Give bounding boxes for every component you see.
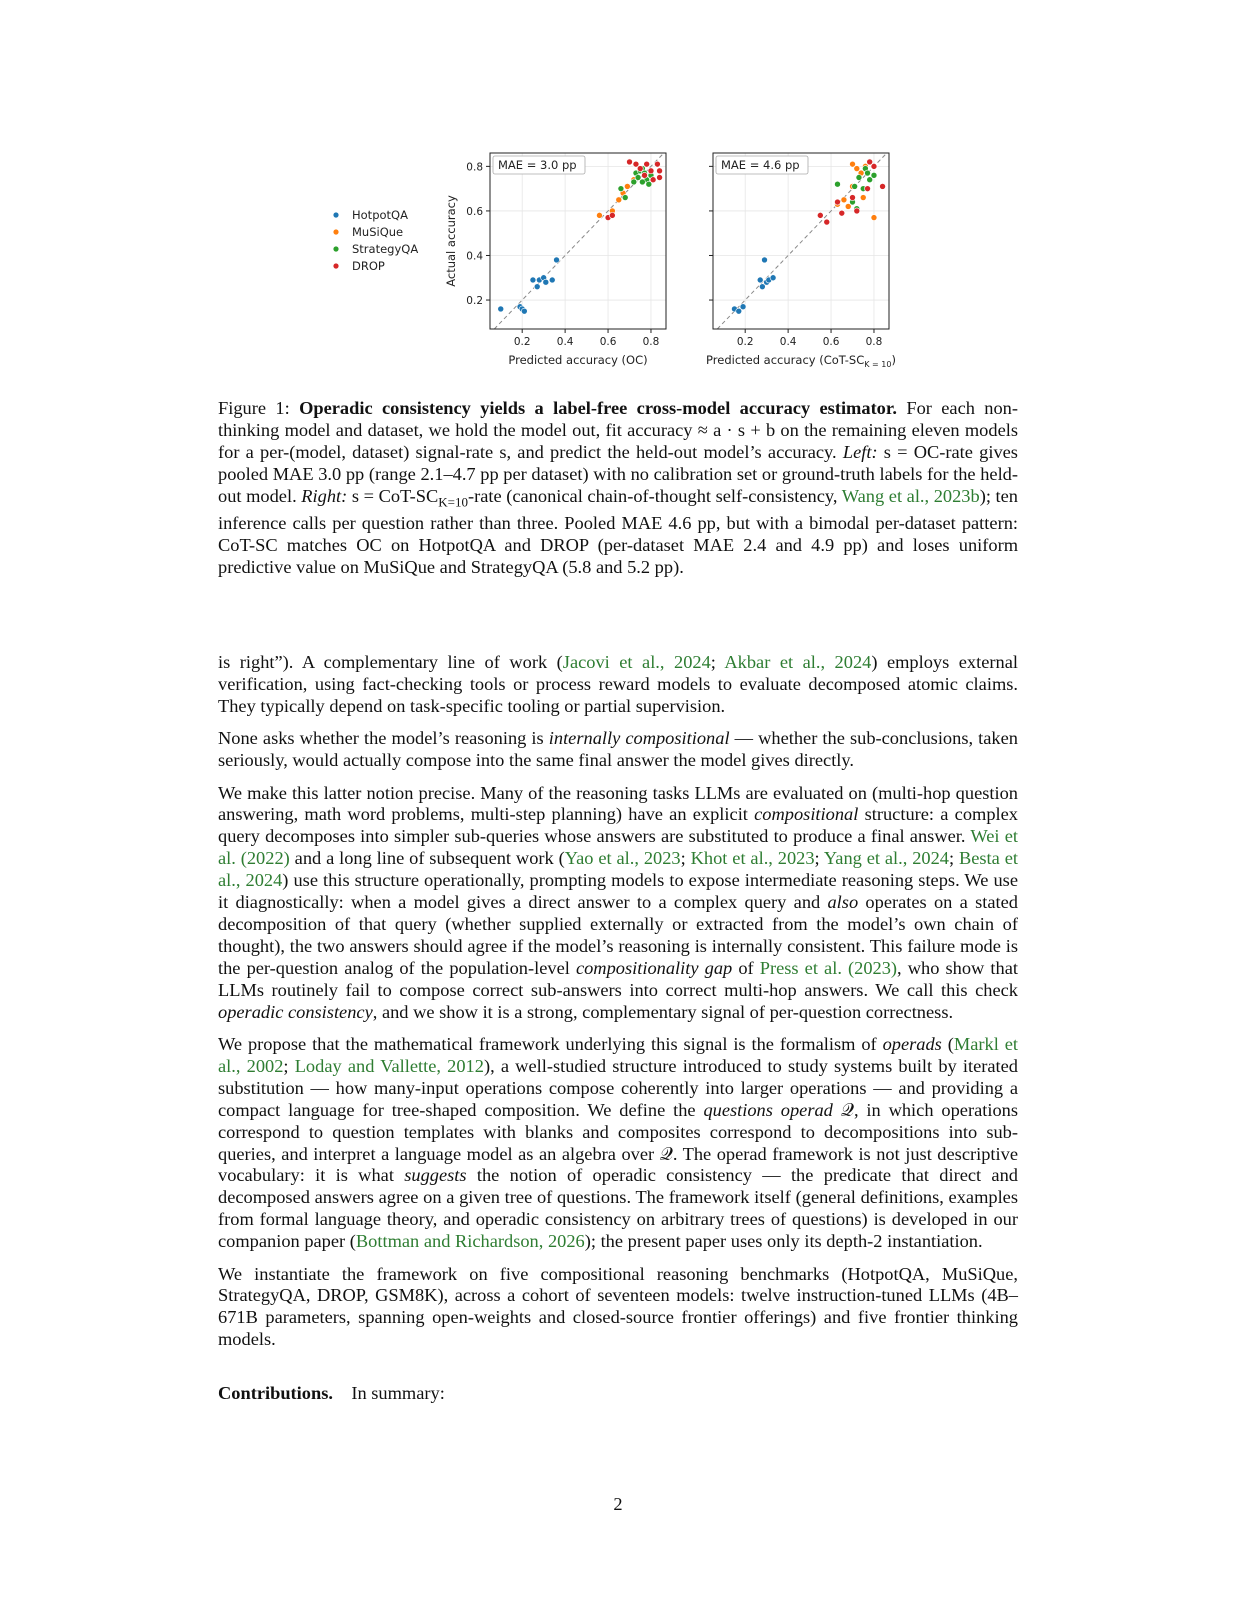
legend — [333, 208, 418, 273]
data-point-hotpotqa — [534, 284, 540, 290]
text: We make this latter notion precise. Many of the reasoning tasks LLMs are evaluated on (multi-hop question answering, math word problems, multi-step planning) have an explicit — [218, 782, 1018, 825]
citation-khot-2023[interactable]: Khot et al., 2023 — [690, 848, 815, 869]
xlabel-right — [706, 353, 896, 369]
x-tick-label: 0.8 — [865, 336, 883, 348]
citation-jacovi-2024[interactable]: Jacovi et al., 2024 — [562, 652, 711, 672]
citation-bottman-2026[interactable]: Bottman and Richardson, 2026 — [355, 1231, 585, 1252]
paragraph-5: We instantiate the framework on five compositional reasoning benchmarks (HotpotQA, MuSiQue, StrategyQA, DROP, GSM8K), across a cohort of seventeen models: twelve instruction-tuned LLMs (4B–671B parameters, spanning open-weights and closed-source frontier offerings) and five frontier thinking models. — [218, 1263, 1018, 1350]
caption-right-label: Right: — [301, 485, 348, 506]
text: ; — [948, 848, 959, 869]
emphasis: operadic consistency — [218, 1001, 373, 1022]
text: and a long line of subsequent work ( — [289, 848, 565, 869]
data-point-drop — [642, 172, 648, 178]
data-point-hotpotqa — [762, 257, 768, 263]
x-tick-label: 0.2 — [513, 336, 531, 348]
citation-loday-2012[interactable]: Loday and Vallette, 2012 — [294, 1055, 484, 1076]
data-point-strategyqa — [834, 181, 840, 187]
x-tick-label: 0.2 — [736, 336, 754, 348]
emphasis: also — [827, 892, 859, 913]
y-tick-label: 0.6 — [466, 205, 483, 218]
data-point-musique — [860, 195, 866, 201]
text: the notion of operadic consistency — the predicate that direct and decomposed answers agree on a given tree of questions. The framework itself (general definitions, examples from formal language theory, and operadic consistency on arbitrary trees of questions) is developed in our companion paper ( — [218, 1165, 1018, 1252]
data-point-strategyqa — [639, 179, 645, 185]
emphasis: suggests — [404, 1165, 467, 1186]
caption-title: Operadic consistency yields a label-free cross-model accuracy estimator. — [299, 398, 897, 418]
x-tick-label: 0.6 — [599, 336, 617, 348]
data-point-hotpotqa — [757, 277, 763, 283]
text: ; — [710, 652, 725, 672]
legend-marker-hotpotqa — [333, 212, 338, 217]
caption-text-3-sub: K=10 — [438, 494, 468, 510]
contributions-text: In summary: — [351, 1383, 445, 1404]
data-point-hotpotqa — [521, 308, 527, 314]
text: ) employs external verification, using fact-checking tools or process reward models to evaluate decomposed atomic claims. They typically depend on task-specific tooling or partial supervision. — [218, 652, 1018, 716]
text: None asks whether the model’s reasoning is — [218, 728, 549, 749]
data-point-drop — [871, 163, 877, 169]
data-point-drop — [657, 175, 663, 181]
paragraph-3 — [218, 783, 1018, 1024]
data-point-hotpotqa — [554, 257, 560, 263]
data-point-hotpotqa — [740, 304, 746, 310]
text: We propose that the mathematical framework underlying this signal is the formalism of — [218, 1034, 883, 1054]
text: 𝒬, in which operations correspond to question templates with blanks and composites correspond to decompositions into sub-queries, and interpret a language model as an algebra over 𝒬. The operad framework is not just descriptive vocabulary: it is what — [218, 1099, 1018, 1186]
paragraph-4 — [218, 1034, 1018, 1253]
text: of — [732, 957, 760, 978]
data-point-drop — [817, 212, 823, 218]
data-point-hotpotqa — [543, 279, 549, 285]
figure-1 — [320, 145, 920, 375]
caption-text-4: ); ten inference calls per question rather than three. Pooled MAE 4.6 pp, but with a bimodal per-dataset pattern: CoT-SC matches OC on HotpotQA and DROP (per-dataset MAE 2.4 and 4.9 pp) and loses uniform predictive value on MuSiQue and StrategyQA (5.8 and 5.2 pp). — [218, 485, 1019, 578]
text: ; — [680, 848, 691, 869]
ticks-left — [466, 161, 659, 348]
figure-caption — [218, 398, 1018, 579]
body-text — [218, 652, 1018, 1416]
text: ) use this structure operationally, prompting models to expose intermediate reasoning steps. We use it diagnostically: when a model gives a direct answer to a complex query and — [218, 870, 1018, 913]
text: , and we show it is a strong, complementary signal of per-question correctness. — [372, 1001, 954, 1022]
x-tick-label: 0.4 — [556, 336, 574, 348]
emphasis: compositionality gap — [575, 957, 733, 978]
caption-text-2: s = OC-rate gives pooled MAE 3.0 pp (range 2.1–4.7 pp per dataset) with no calibration set or ground-truth labels for the held-out model. — [218, 441, 1018, 506]
data-point-drop — [654, 161, 660, 167]
citation-press-2023[interactable]: Press et al. (2023) — [759, 957, 898, 978]
text: ; — [283, 1055, 295, 1076]
legend-label-hotpotqa: HotpotQA — [352, 208, 408, 222]
citation-wang-2023b[interactable]: Wang et al., 2023b — [841, 485, 980, 506]
data-point-strategyqa — [622, 195, 628, 201]
points-right — [731, 159, 885, 314]
ylabel-left: Actual accuracy — [444, 195, 458, 287]
data-point-drop — [865, 186, 871, 192]
emphasis: internally compositional — [548, 728, 730, 749]
data-point-drop — [854, 208, 860, 214]
paragraph-2 — [218, 728, 1018, 772]
data-point-strategyqa — [852, 183, 858, 189]
caption-text-3a: s = CoT-SC — [351, 485, 439, 506]
legend-label-drop: DROP — [352, 259, 385, 273]
data-point-drop — [834, 199, 840, 205]
emphasis: questions operad — [703, 1099, 833, 1120]
citation-akbar-2024[interactable]: Akbar et al., 2024 — [724, 652, 872, 672]
xlabel-right-sub: K = 10 — [864, 360, 892, 369]
data-point-musique — [616, 197, 622, 203]
x-tick-label: 0.8 — [642, 336, 660, 348]
text: ); the present paper uses only its depth-2 instantiation. — [584, 1231, 983, 1252]
x-tick-label: 0.4 — [779, 336, 797, 348]
data-point-strategyqa — [618, 186, 624, 192]
chart-right — [706, 153, 896, 369]
data-point-drop — [650, 177, 656, 183]
data-point-drop — [627, 159, 633, 165]
x-tick-label: 0.6 — [822, 336, 840, 348]
data-point-musique — [841, 197, 847, 203]
plot-frame-right — [713, 153, 889, 329]
data-point-hotpotqa — [770, 275, 776, 281]
xlabel-left: Predicted accuracy (OC) — [508, 353, 648, 367]
text: , who show that LLMs routinely fail to compose correct sub-answers into correct multi-hop answers. We call this check — [218, 957, 1019, 1000]
text: ), a well-studied structure introduced to study systems built by iterated substitution — how many-input operations compose coherently into larger operations — and providing a compact language for tree-shaped composition. We define the — [218, 1055, 1019, 1120]
data-point-musique — [624, 183, 630, 189]
legend-label-strategyqa: StrategyQA — [352, 242, 419, 256]
data-point-drop — [648, 168, 654, 174]
data-point-drop — [880, 183, 886, 189]
citation-wei-2022[interactable]: Wei et al. (2022) — [218, 826, 1018, 869]
y-tick-label: 0.2 — [466, 295, 483, 308]
grid-right — [713, 153, 889, 329]
text: ; — [814, 848, 824, 869]
paragraph-1 — [218, 652, 1018, 718]
data-point-drop — [637, 166, 643, 172]
text: structure: a complex query decomposes into simpler sub-queries whose answers are substituted to produce a final answer. — [218, 804, 1018, 847]
data-point-drop — [644, 161, 650, 167]
data-point-drop — [839, 210, 845, 216]
annotation-left: MAE = 3.0 pp — [498, 158, 577, 172]
data-point-hotpotqa — [530, 277, 536, 283]
text: is right”). A complementary line of work ( — [218, 652, 563, 672]
legend-marker-drop — [333, 263, 338, 268]
data-point-strategyqa — [856, 175, 862, 181]
xlabel-right-end: ) — [891, 353, 896, 367]
legend-label-musique: MuSiQue — [352, 225, 404, 239]
data-point-hotpotqa — [549, 277, 555, 283]
data-point-hotpotqa — [498, 306, 504, 312]
caption-text-1: For each non-thinking model and dataset, we hold the model out, fit accuracy ≈ a · s + b on the remaining eleven models for a per-(model, dataset) signal-rate s, and predict the held-out model’s accuracy. — [218, 398, 1019, 462]
page-number: 2 — [613, 1494, 623, 1514]
data-point-musique — [596, 212, 602, 218]
emphasis: operads — [882, 1034, 942, 1054]
citation-besta-2024[interactable]: Besta et al., 2024 — [218, 848, 1018, 891]
caption-left-label: Left: — [842, 441, 878, 462]
legend-marker-musique — [333, 229, 338, 234]
chart-left — [444, 153, 666, 367]
ticks-right — [709, 166, 882, 348]
citation-markl-2002[interactable]: Markl et al., 2002 — [218, 1034, 1018, 1076]
y-tick-label: 0.8 — [466, 161, 483, 174]
caption-label: Figure 1: — [218, 398, 290, 418]
data-point-strategyqa — [871, 172, 877, 178]
caption-text-3b: -rate (canonical chain-of-thought self-consistency, — [467, 485, 838, 506]
y-tick-label: 0.4 — [466, 250, 483, 263]
data-point-drop — [824, 219, 830, 225]
legend-marker-strategyqa — [333, 246, 338, 251]
data-point-musique — [871, 215, 877, 221]
data-point-strategyqa — [865, 170, 871, 176]
data-point-drop — [609, 212, 615, 218]
text: ( — [941, 1034, 954, 1054]
data-point-drop — [657, 168, 663, 174]
emphasis: compositional — [754, 804, 859, 825]
citation-yang-2024[interactable]: Yang et al., 2024 — [823, 848, 949, 869]
contributions-label: Contributions. — [218, 1383, 333, 1404]
contributions-paragraph — [218, 1383, 1018, 1405]
text: operates on a stated decomposition of that query (whether supplied externally or extracted from the model’s own chain of thought), the two answers should agree if the model’s reasoning is internally consistent. This failure mode is the per-question analog of the population-level — [218, 892, 1018, 978]
text: — whether the sub-conclusions, taken seriously, would actually compose into the same final answer the model gives directly. — [218, 728, 1018, 771]
data-point-drop — [850, 195, 856, 201]
citation-yao-2023[interactable]: Yao et al., 2023 — [564, 848, 681, 869]
annotation-right: MAE = 4.6 pp — [721, 158, 800, 172]
xlabel-right-main: Predicted accuracy (CoT-SC — [706, 353, 865, 367]
